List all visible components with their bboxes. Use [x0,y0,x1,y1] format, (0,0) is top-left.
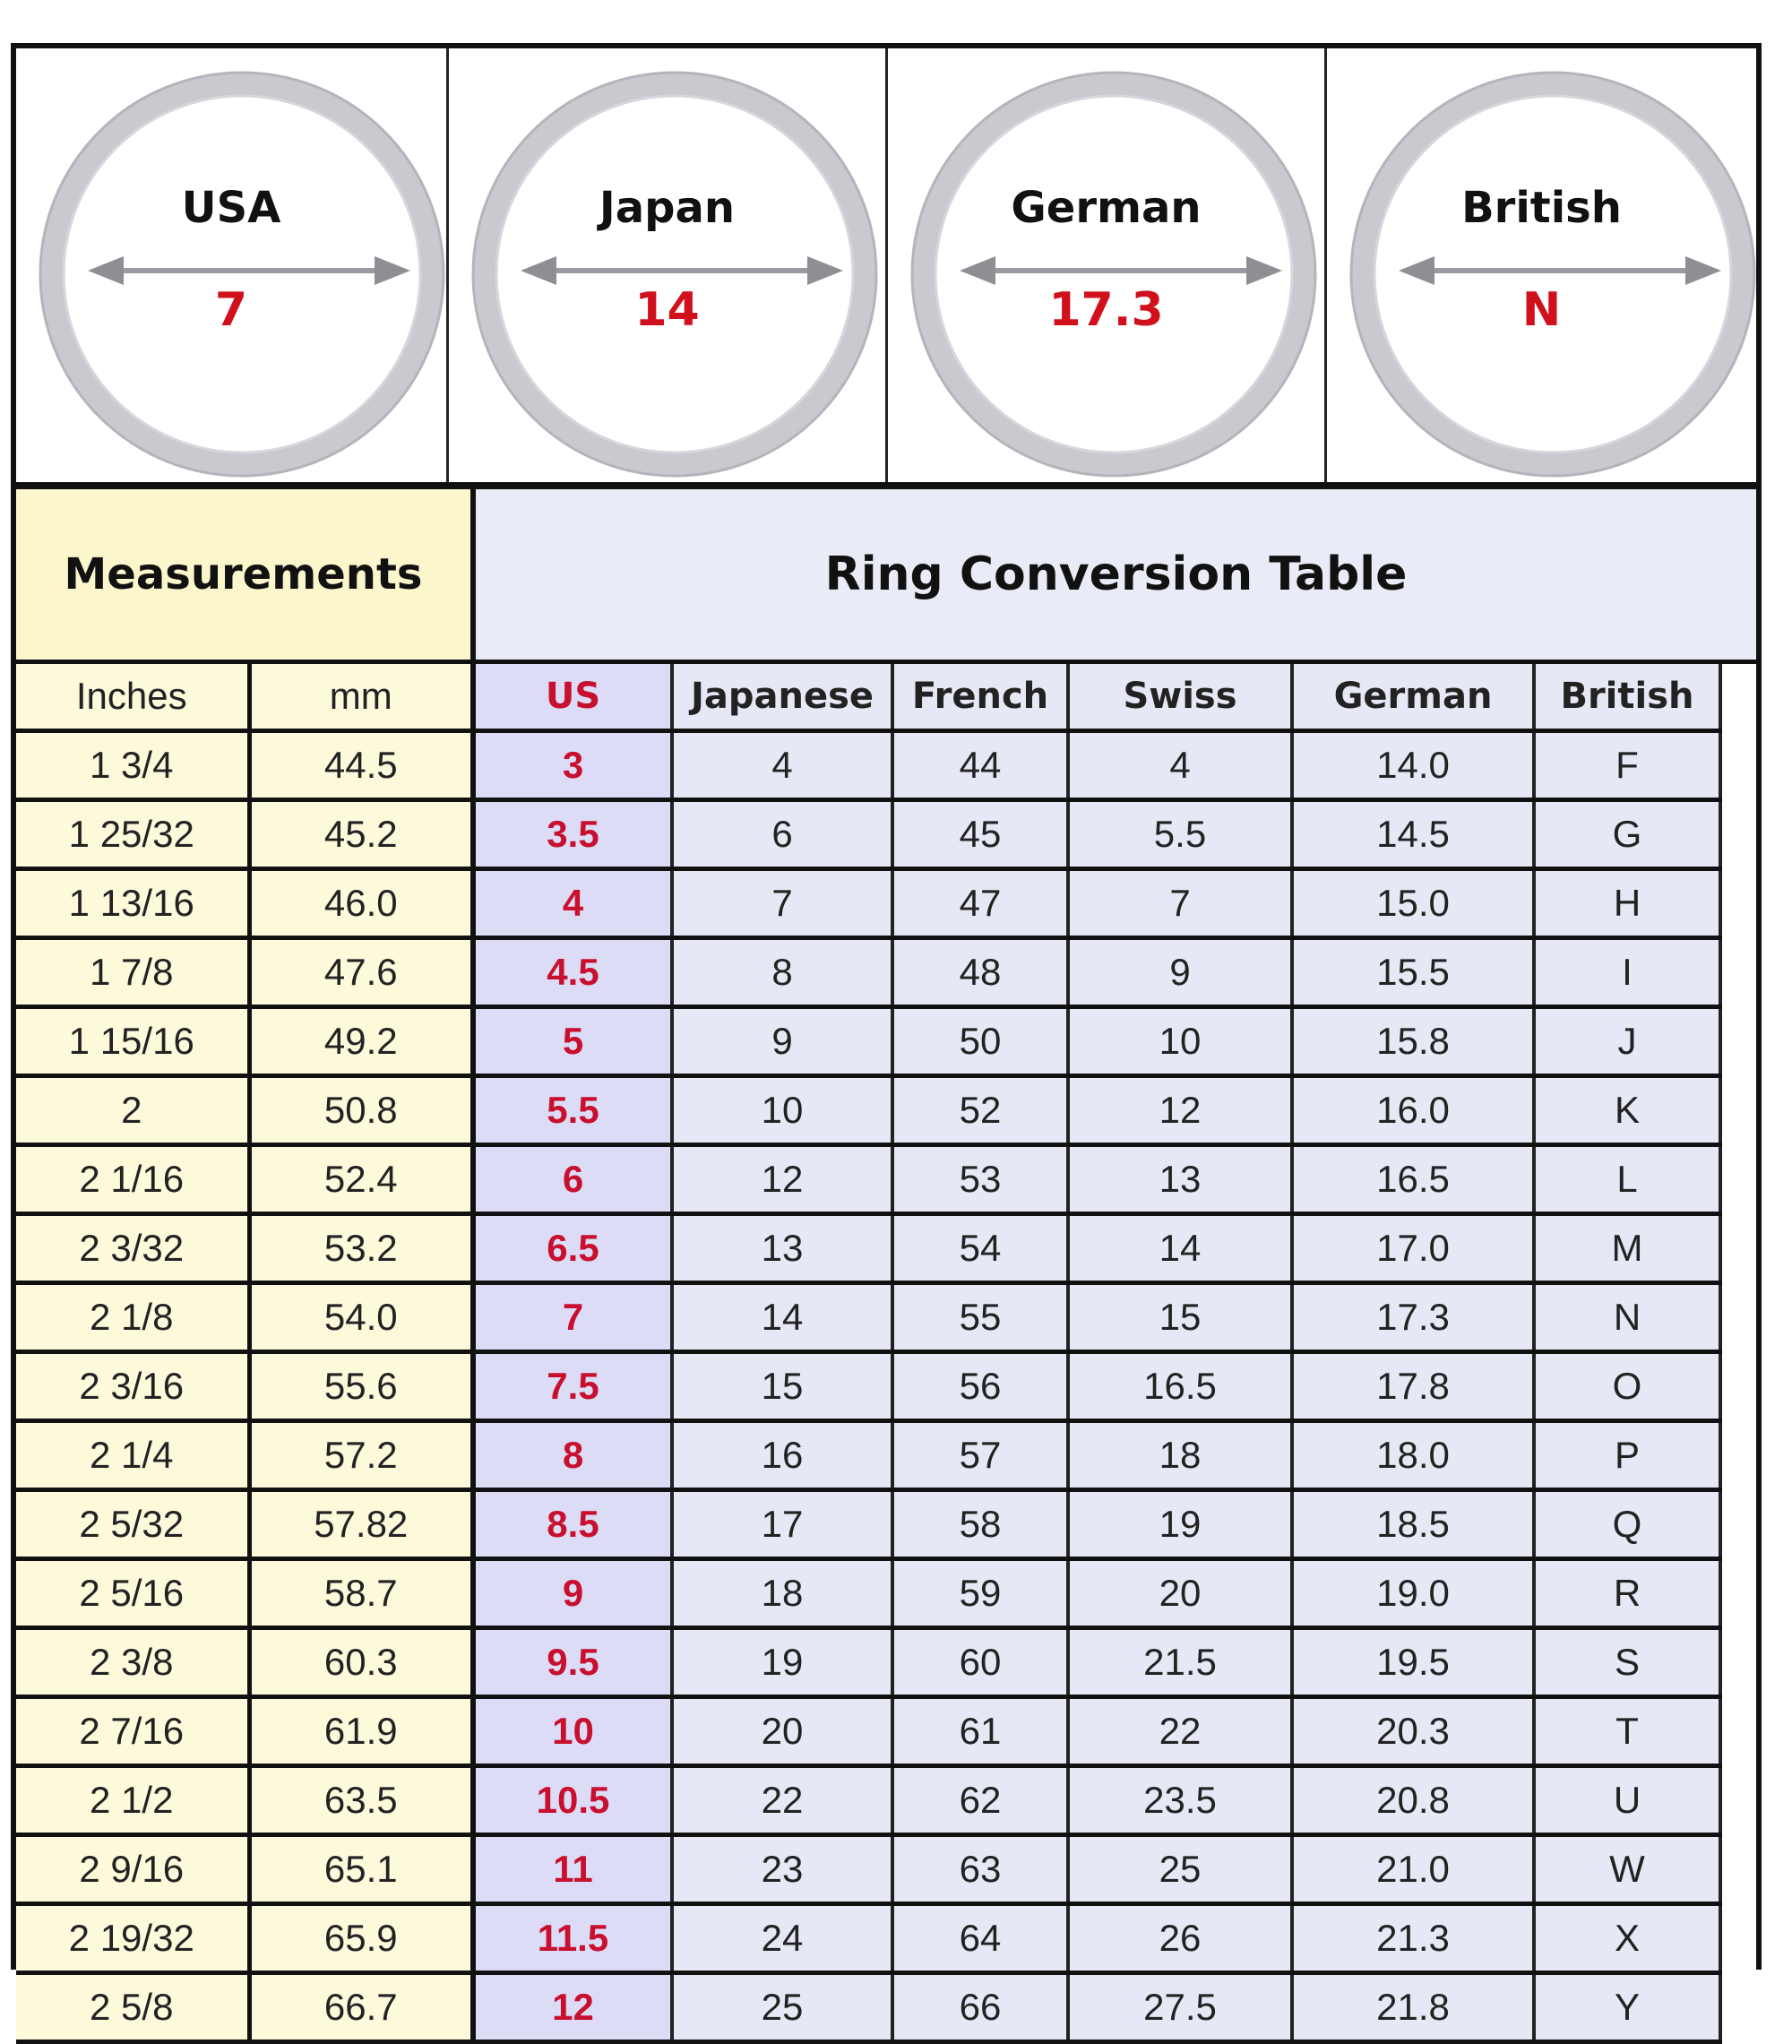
cell-swiss: 5.5 [1068,800,1292,869]
cell-french: 58 [892,1490,1068,1559]
cell-inches: 1 3/4 [16,731,249,800]
cell-japanese: 15 [672,1352,892,1421]
cell-mm: 58.7 [249,1559,473,1628]
cell-japanese: 9 [672,1007,892,1076]
cell-us: 10 [473,1697,672,1766]
cell-us: 8.5 [473,1490,672,1559]
cell-inches: 2 5/16 [16,1559,249,1628]
cell-british: O [1534,1352,1720,1421]
cell-inches: 2 3/16 [16,1352,249,1421]
cell-british: T [1534,1697,1720,1766]
cell-british: G [1534,800,1720,869]
cell-german: 19.5 [1292,1628,1534,1697]
cell-us: 5 [473,1007,672,1076]
cell-german: 20.3 [1292,1697,1534,1766]
cell-mm: 55.6 [249,1352,473,1421]
cell-british: W [1534,1835,1720,1904]
cell-us: 10.5 [473,1766,672,1835]
cell-japanese: 8 [672,938,892,1007]
cell-british: H [1534,869,1720,938]
cell-inches: 2 3/32 [16,1214,249,1283]
cell-inches: 2 [16,1076,249,1145]
cell-french: 66 [892,1973,1068,2042]
cell-british: X [1534,1904,1720,1973]
table-row [16,1697,1756,1766]
table-edge [1720,1007,1756,1076]
table-edge [1720,1283,1756,1352]
cell-japanese: 16 [672,1421,892,1490]
column-header-mm: mm [249,662,473,731]
table-edge [1720,1145,1756,1214]
cell-french: 62 [892,1766,1068,1835]
cell-mm: 54.0 [249,1283,473,1352]
cell-british: U [1534,1766,1720,1835]
table-edge [1720,1697,1756,1766]
cell-us: 6.5 [473,1214,672,1283]
cell-mm: 45.2 [249,800,473,869]
table-edge [1720,1214,1756,1283]
cell-german: 18.5 [1292,1490,1534,1559]
cell-swiss: 7 [1068,869,1292,938]
ring-japan [446,48,885,482]
cell-us: 9 [473,1559,672,1628]
column-header-swiss: Swiss [1068,662,1292,731]
table-edge [1720,1628,1756,1697]
table-row [16,1835,1756,1904]
cell-inches: 2 5/8 [16,1973,249,2042]
cell-japanese: 22 [672,1766,892,1835]
cell-mm: 57.2 [249,1421,473,1490]
column-header-british: British [1534,662,1720,731]
cell-us: 3.5 [473,800,672,869]
cell-british: N [1534,1283,1720,1352]
cell-mm: 57.82 [249,1490,473,1559]
cell-japanese: 12 [672,1145,892,1214]
table-edge [1720,1421,1756,1490]
cell-british: K [1534,1076,1720,1145]
cell-german: 15.8 [1292,1007,1534,1076]
cell-us: 11.5 [473,1904,672,1973]
measurements-title: Measurements [16,489,473,662]
cell-swiss: 4 [1068,731,1292,800]
ring-british-label: British [1461,183,1622,233]
table-row [16,1973,1756,2042]
cell-us: 11 [473,1835,672,1904]
table-row [16,938,1756,1007]
cell-us: 9.5 [473,1628,672,1697]
cell-german: 21.0 [1292,1835,1534,1904]
ring-german-label: German [1011,183,1202,233]
table-edge [1720,869,1756,938]
cell-mm: 47.6 [249,938,473,1007]
cell-japanese: 23 [672,1835,892,1904]
cell-mm: 63.5 [249,1766,473,1835]
cell-japanese: 20 [672,1697,892,1766]
cell-french: 52 [892,1076,1068,1145]
ring-conversion-table [16,489,1756,2044]
cell-inches: 2 9/16 [16,1835,249,1904]
cell-german: 17.0 [1292,1214,1534,1283]
cell-french: 59 [892,1559,1068,1628]
cell-mm: 65.9 [249,1904,473,1973]
table-row [16,869,1756,938]
cell-french: 48 [892,938,1068,1007]
cell-french: 45 [892,800,1068,869]
table-row [16,1145,1756,1214]
cell-german: 15.5 [1292,938,1534,1007]
ring-icon [1327,48,1759,482]
ring-british [1324,48,1756,482]
cell-french: 44 [892,731,1068,800]
ring-icon [449,48,888,482]
table-title-row [16,489,1756,662]
ring-japan-value: 14 [634,283,700,337]
table-row [16,1490,1756,1559]
table-row [16,1904,1756,1973]
table-edge [1720,1076,1756,1145]
cell-british: Q [1534,1490,1720,1559]
cell-german: 21.8 [1292,1973,1534,2042]
cell-mm: 53.2 [249,1214,473,1283]
ring-size-chart [11,43,1762,2028]
cell-inches: 1 7/8 [16,938,249,1007]
table-edge [1720,938,1756,1007]
cell-french: 63 [892,1835,1068,1904]
table-row [16,1352,1756,1421]
ring-usa [16,48,446,482]
cell-french: 56 [892,1352,1068,1421]
cell-inches: 2 7/16 [16,1697,249,1766]
cell-mm: 50.8 [249,1076,473,1145]
cell-us: 7 [473,1283,672,1352]
table-edge [1720,731,1756,800]
ring-japan-label: Japan [599,183,736,233]
cell-swiss: 27.5 [1068,1973,1292,2042]
cell-japanese: 18 [672,1559,892,1628]
table-row [16,1421,1756,1490]
table-edge [1720,662,1756,731]
cell-us: 5.5 [473,1076,672,1145]
cell-british: I [1534,938,1720,1007]
column-header-german: German [1292,662,1534,731]
cell-swiss: 25 [1068,1835,1292,1904]
cell-swiss: 22 [1068,1697,1292,1766]
ring-usa-value: 7 [214,283,248,337]
ring-illustrations-panel [16,48,1756,489]
cell-swiss: 19 [1068,1490,1292,1559]
cell-swiss: 20 [1068,1559,1292,1628]
cell-french: 54 [892,1214,1068,1283]
cell-swiss: 23.5 [1068,1766,1292,1835]
cell-swiss: 9 [1068,938,1292,1007]
cell-french: 60 [892,1628,1068,1697]
cell-inches: 2 1/2 [16,1766,249,1835]
cell-german: 17.8 [1292,1352,1534,1421]
cell-german: 15.0 [1292,869,1534,938]
cell-german: 21.3 [1292,1904,1534,1973]
cell-japanese: 24 [672,1904,892,1973]
ring-german [885,48,1324,482]
cell-german: 14.5 [1292,800,1534,869]
cell-inches: 2 1/8 [16,1283,249,1352]
cell-mm: 46.0 [249,869,473,938]
cell-swiss: 12 [1068,1076,1292,1145]
cell-inches: 1 13/16 [16,869,249,938]
column-header-french: French [892,662,1068,731]
table-edge [1720,1973,1756,2042]
cell-us: 3 [473,731,672,800]
cell-mm: 65.1 [249,1835,473,1904]
cell-german: 17.3 [1292,1283,1534,1352]
cell-french: 47 [892,869,1068,938]
cell-british: R [1534,1559,1720,1628]
table-row [16,800,1756,869]
cell-french: 53 [892,1145,1068,1214]
column-header-row [16,662,1756,731]
table-row [16,1559,1756,1628]
cell-inches: 2 1/4 [16,1421,249,1490]
cell-japanese: 10 [672,1076,892,1145]
cell-german: 20.8 [1292,1766,1534,1835]
cell-swiss: 21.5 [1068,1628,1292,1697]
cell-inches: 1 25/32 [16,800,249,869]
column-header-us: US [473,662,672,731]
table-row [16,1283,1756,1352]
table-edge [1720,1490,1756,1559]
cell-inches: 2 1/16 [16,1145,249,1214]
table-edge [1720,1904,1756,1973]
cell-french: 61 [892,1697,1068,1766]
table-row [16,1628,1756,1697]
cell-german: 19.0 [1292,1559,1534,1628]
cell-us: 4.5 [473,938,672,1007]
conversion-title: Ring Conversion Table [473,489,1756,662]
cell-inches: 2 3/8 [16,1628,249,1697]
cell-swiss: 16.5 [1068,1352,1292,1421]
ring-german-value: 17.3 [1048,283,1164,337]
cell-german: 14.0 [1292,731,1534,800]
cell-british: F [1534,731,1720,800]
cell-german: 18.0 [1292,1421,1534,1490]
table-edge [1720,1559,1756,1628]
cell-british: M [1534,1214,1720,1283]
cell-french: 55 [892,1283,1068,1352]
cell-japanese: 6 [672,800,892,869]
cell-german: 16.5 [1292,1145,1534,1214]
cell-mm: 44.5 [249,731,473,800]
cell-us: 6 [473,1145,672,1214]
cell-mm: 60.3 [249,1628,473,1697]
cell-british: S [1534,1628,1720,1697]
table-edge [1720,1835,1756,1904]
cell-japanese: 4 [672,731,892,800]
cell-inches: 2 19/32 [16,1904,249,1973]
cell-mm: 49.2 [249,1007,473,1076]
ring-icon [888,48,1327,482]
table-edge [1720,800,1756,869]
cell-british: J [1534,1007,1720,1076]
cell-french: 64 [892,1904,1068,1973]
ring-usa-label: USA [181,183,281,233]
cell-japanese: 17 [672,1490,892,1559]
cell-british: P [1534,1421,1720,1490]
cell-mm: 52.4 [249,1145,473,1214]
cell-french: 57 [892,1421,1068,1490]
cell-swiss: 13 [1068,1145,1292,1214]
cell-french: 50 [892,1007,1068,1076]
table-edge [1720,1766,1756,1835]
cell-swiss: 10 [1068,1007,1292,1076]
table-row [16,1766,1756,1835]
cell-swiss: 18 [1068,1421,1292,1490]
column-header-japanese: Japanese [672,662,892,731]
cell-british: L [1534,1145,1720,1214]
cell-swiss: 26 [1068,1904,1292,1973]
cell-japanese: 19 [672,1628,892,1697]
cell-mm: 61.9 [249,1697,473,1766]
cell-us: 12 [473,1973,672,2042]
cell-mm: 66.7 [249,1973,473,2042]
cell-japanese: 25 [672,1973,892,2042]
cell-us: 7.5 [473,1352,672,1421]
cell-japanese: 14 [672,1283,892,1352]
cell-inches: 1 15/16 [16,1007,249,1076]
cell-swiss: 15 [1068,1283,1292,1352]
cell-us: 8 [473,1421,672,1490]
column-header-inches: Inches [16,662,249,731]
cell-inches: 2 5/32 [16,1490,249,1559]
table-row [16,731,1756,800]
table-row [16,1007,1756,1076]
cell-us: 4 [473,869,672,938]
table-edge [1720,1352,1756,1421]
ring-british-value: N [1521,283,1562,337]
ring-icon [16,48,446,482]
cell-japanese: 7 [672,869,892,938]
table-row [16,1214,1756,1283]
cell-japanese: 13 [672,1214,892,1283]
cell-german: 16.0 [1292,1076,1534,1145]
cell-british: Y [1534,1973,1720,2042]
table-row [16,1076,1756,1145]
cell-swiss: 14 [1068,1214,1292,1283]
